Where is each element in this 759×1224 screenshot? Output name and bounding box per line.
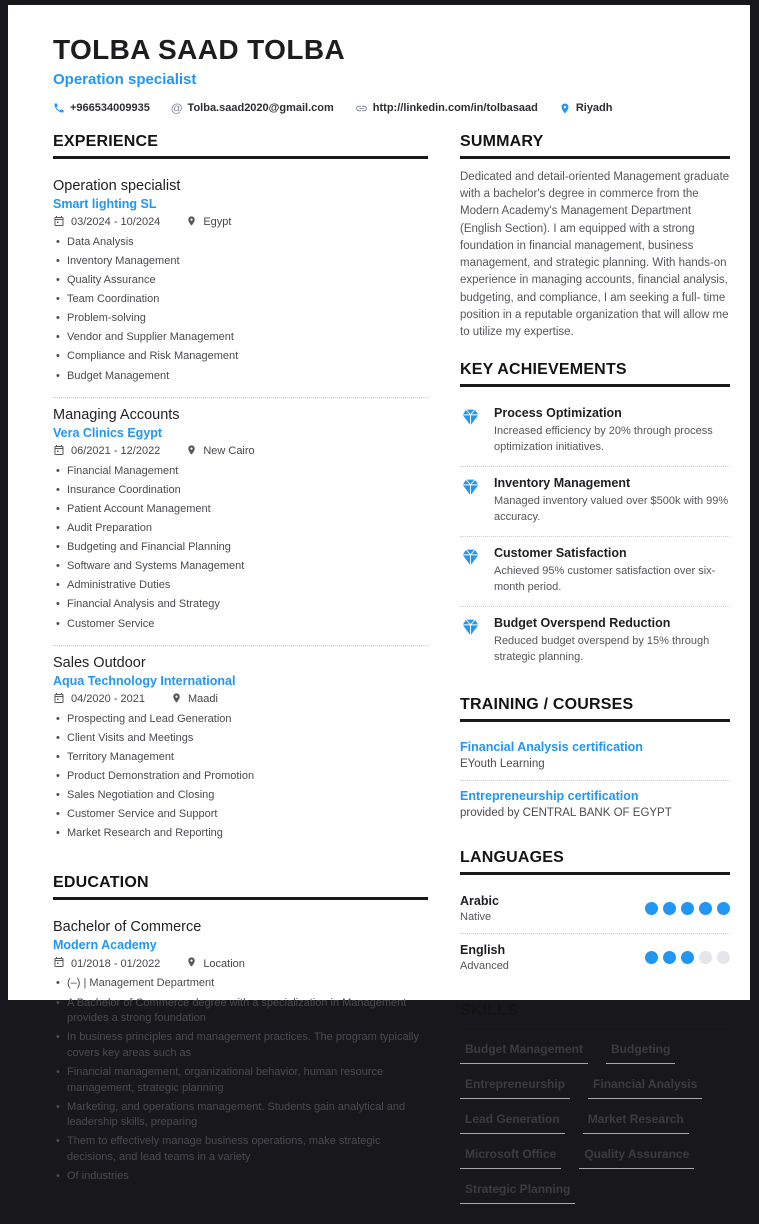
achievement-title: Process Optimization (494, 406, 622, 421)
achievements-heading: KEY ACHIEVEMENTS (460, 361, 730, 387)
bullet-item: • Audit Preparation (53, 521, 428, 537)
education-location: Location (203, 957, 245, 970)
skill-tag: Market Research (583, 1112, 689, 1134)
location-pin-icon (186, 444, 197, 459)
calendar-icon (53, 692, 65, 707)
phone-icon (53, 102, 65, 114)
summary-text: Dedicated and detail-oriented Management graduate with a bachelor's degree in commerce from the Modern Academy's Management Department (English Section). I am equipped with a strong foundation in financial management, business management, and strategic planning. With hands-on experience in managing accounts, financial analysis, budgeting, and compliance, I am seeking a full- time position in a reputable organization that will allow me to utilize my expertise. (460, 170, 730, 339)
education-list (53, 910, 428, 1197)
achievement-title: Inventory Management (494, 476, 631, 491)
link-icon (355, 102, 368, 115)
experience-item (53, 169, 428, 397)
achievement-body (494, 406, 730, 456)
language-rating-dots (645, 951, 730, 964)
rating-dot-empty (699, 951, 712, 964)
summary-section (460, 133, 730, 342)
location-pin-icon (186, 215, 197, 230)
experience-item (53, 397, 428, 645)
bullet-item: • Software and Systems Management (53, 559, 428, 575)
bullet-item: • Compliance and Risk Management (53, 349, 428, 365)
achievement-body (494, 546, 730, 596)
diamond-icon (460, 616, 482, 666)
bullet-list (53, 235, 428, 384)
education-section (53, 874, 428, 1197)
bullet-item: • Customer Service (53, 617, 428, 633)
rating-dot-filled (663, 902, 676, 915)
language-row (460, 933, 730, 982)
right-column (460, 133, 730, 1224)
rating-dot-filled (681, 902, 694, 915)
course-provider: EYouth Learning (460, 757, 545, 770)
skill-tag: Financial Analysis (588, 1077, 702, 1099)
left-column (53, 133, 428, 1224)
course-title-link[interactable]: Financial Analysis certification (460, 739, 643, 754)
job-title: Sales Outdoor (53, 654, 146, 671)
achievement-body (494, 476, 730, 526)
language-level: Native (460, 910, 492, 923)
diamond-icon (460, 406, 482, 456)
skill-tag: Budget Management (460, 1042, 588, 1064)
language-info (460, 894, 499, 923)
location-pin-icon (171, 692, 182, 707)
calendar-icon (53, 956, 65, 971)
email-link[interactable] (171, 102, 334, 114)
bullet-item: • Territory Management (53, 750, 428, 766)
diamond-icon (460, 476, 482, 526)
bullet-item: • Prospecting and Lead Generation (53, 712, 428, 728)
course-provider: provided by CENTRAL BANK OF EGYPT (460, 806, 672, 819)
training-list (460, 732, 730, 829)
location-pin-icon (186, 956, 197, 971)
rating-dot-filled (681, 951, 694, 964)
bullet-item: • Them to effectively manage business operations, make strategic decisions, and lead teams in a variety (53, 1134, 428, 1165)
job-meta (53, 215, 428, 230)
job-title: Managing Accounts (53, 406, 180, 423)
rating-dot-filled (717, 902, 730, 915)
calendar-icon (53, 444, 65, 459)
bullet-item: • Client Visits and Meetings (53, 731, 428, 747)
diamond-icon (460, 546, 482, 596)
bullet-item: • Problem-solving (53, 311, 428, 327)
rating-dot-empty (717, 951, 730, 964)
job-location: New Cairo (203, 445, 255, 458)
location-text: Riyadh (575, 102, 613, 115)
language-rating-dots (645, 902, 730, 915)
job-location: Egypt (203, 216, 232, 229)
location-item (559, 102, 613, 115)
job-headline: Operation specialist (53, 70, 197, 88)
bullet-item: • Market Research and Reporting (53, 826, 428, 842)
bullet-item: • Sales Negotiation and Closing (53, 788, 428, 804)
phone-number: +966534009935 (70, 102, 150, 115)
bullet-item: • Patient Account Management (53, 502, 428, 518)
job-meta (53, 692, 428, 707)
course-title-link[interactable]: Entrepreneurship certification (460, 788, 639, 803)
bullet-item: • Customer Service and Support (53, 807, 428, 823)
achievement-body (494, 616, 730, 666)
achievement-item (460, 606, 730, 676)
website-url: http://linkedin.com/in/tolbasaad (372, 102, 538, 115)
achievement-item (460, 536, 730, 606)
bullet-list (53, 464, 428, 632)
achievement-desc: Reduced budget overspend by 15% through strategic planning. (494, 634, 710, 663)
experience-list (53, 169, 428, 855)
course-item (460, 780, 730, 829)
training-section (460, 696, 730, 829)
achievements-list (460, 397, 730, 676)
language-level: Advanced (460, 959, 509, 972)
achievement-desc: Increased efficiency by 20% through process optimization initiatives. (494, 425, 713, 454)
at-icon: @ (170, 101, 183, 116)
bullet-item: • Product Demonstration and Promotion (53, 769, 428, 785)
bullet-item: • Financial Analysis and Strategy (53, 597, 428, 613)
bullet-item: • Administrative Duties (53, 578, 428, 594)
rating-dot-filled (663, 951, 676, 964)
bullet-item: • Quality Assurance (53, 273, 428, 289)
achievement-item (460, 397, 730, 466)
achievement-desc: Managed inventory valued over $500k with 99% accuracy. (494, 495, 729, 524)
skill-tag: Budgeting (606, 1042, 675, 1064)
skill-tag: Microsoft Office (460, 1147, 561, 1169)
training-heading: TRAINING / COURSES (460, 696, 730, 722)
bullet-item: • Marketing, and operations management. Students gain analytical and leadership skills, preparing (53, 1100, 428, 1131)
bullet-item: • Financial management, organizational behavior, human resource management, strategic planning (53, 1065, 428, 1096)
skill-tag: Quality Assurance (579, 1147, 694, 1169)
bullet-item: • Inventory Management (53, 254, 428, 270)
bullet-list (53, 976, 428, 1184)
experience-section (53, 133, 428, 855)
location-pin-icon (559, 102, 571, 115)
company-link[interactable]: Aqua Technology International (53, 673, 236, 688)
company-link[interactable]: Vera Clinics Egypt (53, 425, 163, 440)
degree-title: Bachelor of Commerce (53, 919, 202, 936)
education-meta (53, 956, 428, 971)
education-item (53, 910, 428, 1197)
rating-dot-filled (645, 902, 658, 915)
date-range: 04/2020 - 2021 (71, 693, 146, 706)
bullet-item: • (–) | Management Department (53, 976, 428, 992)
phone-link[interactable] (53, 102, 150, 114)
education-heading: EDUCATION (53, 874, 428, 900)
resume-page (8, 5, 750, 1196)
experience-item (53, 645, 428, 855)
candidate-name: TOLBA SAAD TOLBA (53, 34, 346, 65)
contact-row (53, 102, 730, 115)
achievements-section (460, 361, 730, 676)
bullet-list (53, 712, 428, 842)
job-title: Operation specialist (53, 177, 181, 194)
resume-header (8, 5, 750, 119)
bullet-item: • A Bachelor of Commerce degree with a specialization in Management provides a strong foundation (53, 996, 428, 1027)
experience-heading: EXPERIENCE (53, 133, 428, 159)
job-location: Maadi (188, 693, 218, 706)
skill-tag: Entrepreneurship (460, 1077, 570, 1099)
skill-tag: Strategic Planning (460, 1182, 575, 1204)
bullet-item: • Data Analysis (53, 235, 428, 251)
language-info (460, 943, 509, 972)
date-range: 03/2024 - 10/2024 (71, 216, 161, 229)
skills-section (460, 1002, 730, 1204)
bullet-item: • Budgeting and Financial Planning (53, 540, 428, 556)
calendar-icon (53, 215, 65, 230)
rating-dot-filled (699, 902, 712, 915)
date-range: 01/2018 - 01/2022 (71, 957, 161, 970)
company-link[interactable]: Smart lighting SL (53, 196, 157, 211)
rating-dot-filled (645, 951, 658, 964)
language-name: Arabic (460, 893, 499, 908)
language-row (460, 885, 730, 933)
skills-list (460, 1038, 730, 1204)
bullet-item: • Insurance Coordination (53, 483, 428, 499)
bullet-item: • In business principles and management practices. The program typically covers key areas such as (53, 1030, 428, 1061)
website-link[interactable] (355, 102, 538, 115)
achievement-title: Budget Overspend Reduction (494, 615, 671, 630)
course-item (460, 732, 730, 780)
achievement-desc: Achieved 95% customer satisfaction over six-month period. (494, 565, 716, 593)
skills-heading: SKILLS (460, 1002, 730, 1028)
languages-section (460, 849, 730, 982)
summary-heading: SUMMARY (460, 133, 730, 159)
achievement-item (460, 466, 730, 536)
resume-columns (8, 119, 750, 1224)
bullet-item: • Vendor and Supplier Management (53, 330, 428, 346)
bullet-item: • Budget Management (53, 369, 428, 385)
bullet-item: • Team Coordination (53, 292, 428, 308)
languages-heading: LANGUAGES (460, 849, 730, 875)
bullet-item: • Of industries (53, 1169, 428, 1185)
email-address: Tolba.saad2020@gmail.com (187, 102, 334, 115)
date-range: 06/2021 - 12/2022 (71, 445, 161, 458)
achievement-title: Customer Satisfaction (494, 546, 627, 561)
school-link[interactable]: Modern Academy (53, 938, 157, 953)
job-meta (53, 444, 428, 459)
language-name: English (460, 942, 506, 957)
skill-tag: Lead Generation (460, 1112, 565, 1134)
bullet-item: • Financial Management (53, 464, 428, 480)
